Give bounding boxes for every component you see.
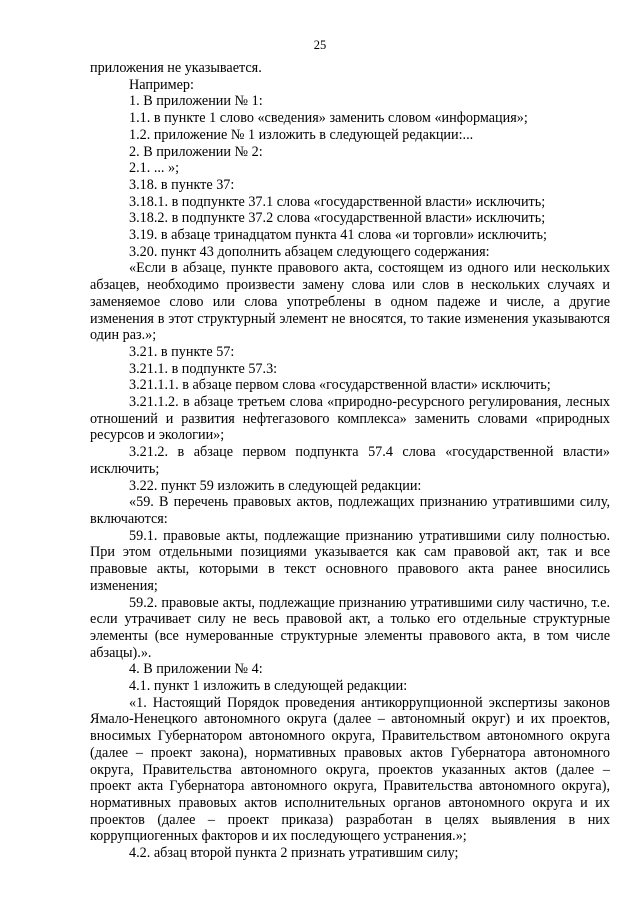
paragraph: 4.1. пункт 1 изложить в следующей редакции:: [129, 678, 408, 695]
paragraph: 1. В приложении № 1:: [129, 93, 263, 110]
paragraph: 59.1. правовые акты, подлежащие признанию утратившими силу полностью. При этом отдельными позициями указывается как сам правовой акт, так и все правовые акты, которыми в текст основного правового акта ранее вносились изменения;: [90, 527, 610, 594]
paragraph: «1. Настоящий Порядок проведения антикоррупционной экспертизы законов Ямало-Ненецкого автономного округа (далее – автономный округ) и их проектов, вносимых Губернатором автономного округа, Правительством автономного округа (далее – проект закона), нормативных правовых актов Губернатора автономного округа, Правительства автономного округа, проектов указанных актов (далее – проект акта Губернатора автономного округа, Правительства автономного округа), нормативных правовых актов исполнительных органов автономного округа и их проектов (далее – проект приказа) разработан в целях выявления в них коррупциогенных факторов и их последующего устранения.»;: [90, 694, 610, 845]
paragraph: 59.2. правовые акты, подлежащие признанию утратившими силу частично, т.е. если утрачивает силу не весь правовой акт, а только его отдельные структурные элементы (все нумерованные структурные элементы правового акта, в том числе абзацы).».: [90, 594, 610, 661]
paragraph: 4. В приложении № 4:: [129, 661, 263, 678]
paragraph: «Если в абзаце, пункте правового акта, состоящем из одного или нескольких абзацев, необходимо произвести замену слова или слов в нескольких случаях и заменяемое слово или слова употреблены в одном падеже и числе, а другие изменения в этот структурный элемент не вносятся, то такие изменения указываются один раз.»;: [90, 260, 610, 344]
document-body: [90, 60, 610, 862]
paragraph: «59. В перечень правовых актов, подлежащих признанию утратившими силу, включаются:: [90, 494, 610, 527]
paragraph: 3.18.2. в подпункте 37.2 слова «государственной власти» исключить;: [129, 210, 546, 227]
paragraph: 3.18. в пункте 37:: [129, 176, 235, 193]
paragraph: 3.21.1.2. в абзаце третьем слова «природно-ресурсного регулирования, лесных отношений и развития нефтегазового комплекса» заменить словами «природных ресурсов и экологии»;: [90, 394, 610, 444]
paragraph: приложения не указывается.: [90, 60, 262, 76]
paragraph: Например:: [129, 76, 194, 93]
page-number: 25: [313, 38, 327, 52]
paragraph: 2.1. ... »;: [129, 160, 180, 177]
paragraph: 1.1. в пункте 1 слово «сведения» заменить словом «информация»;: [129, 110, 528, 127]
paragraph: 3.21.1. в подпункте 57.3:: [129, 360, 278, 377]
paragraph: 4.2. абзац второй пункта 2 признать утратившим силу;: [129, 845, 459, 862]
paragraph: 3.22. пункт 59 изложить в следующей редакции:: [129, 477, 422, 494]
paragraph: 3.18.1. в подпункте 37.1 слова «государственной власти» исключить;: [129, 193, 546, 210]
paragraph: 2. В приложении № 2:: [129, 143, 263, 160]
paragraph: 3.20. пункт 43 дополнить абзацем следующего содержания:: [129, 243, 490, 260]
paragraph: 3.21. в пункте 57:: [129, 343, 235, 360]
paragraph: 3.19. в абзаце тринадцатом пункта 41 слова «и торговли» исключить;: [129, 227, 547, 244]
paragraph: 3.21.1.1. в абзаце первом слова «государственной власти» исключить;: [129, 377, 551, 394]
paragraph: 3.21.2. в абзаце первом подпункта 57.4 слова «государственной власти» исключить;: [90, 444, 610, 477]
paragraph: 1.2. приложение № 1 изложить в следующей редакции:...: [129, 126, 474, 143]
